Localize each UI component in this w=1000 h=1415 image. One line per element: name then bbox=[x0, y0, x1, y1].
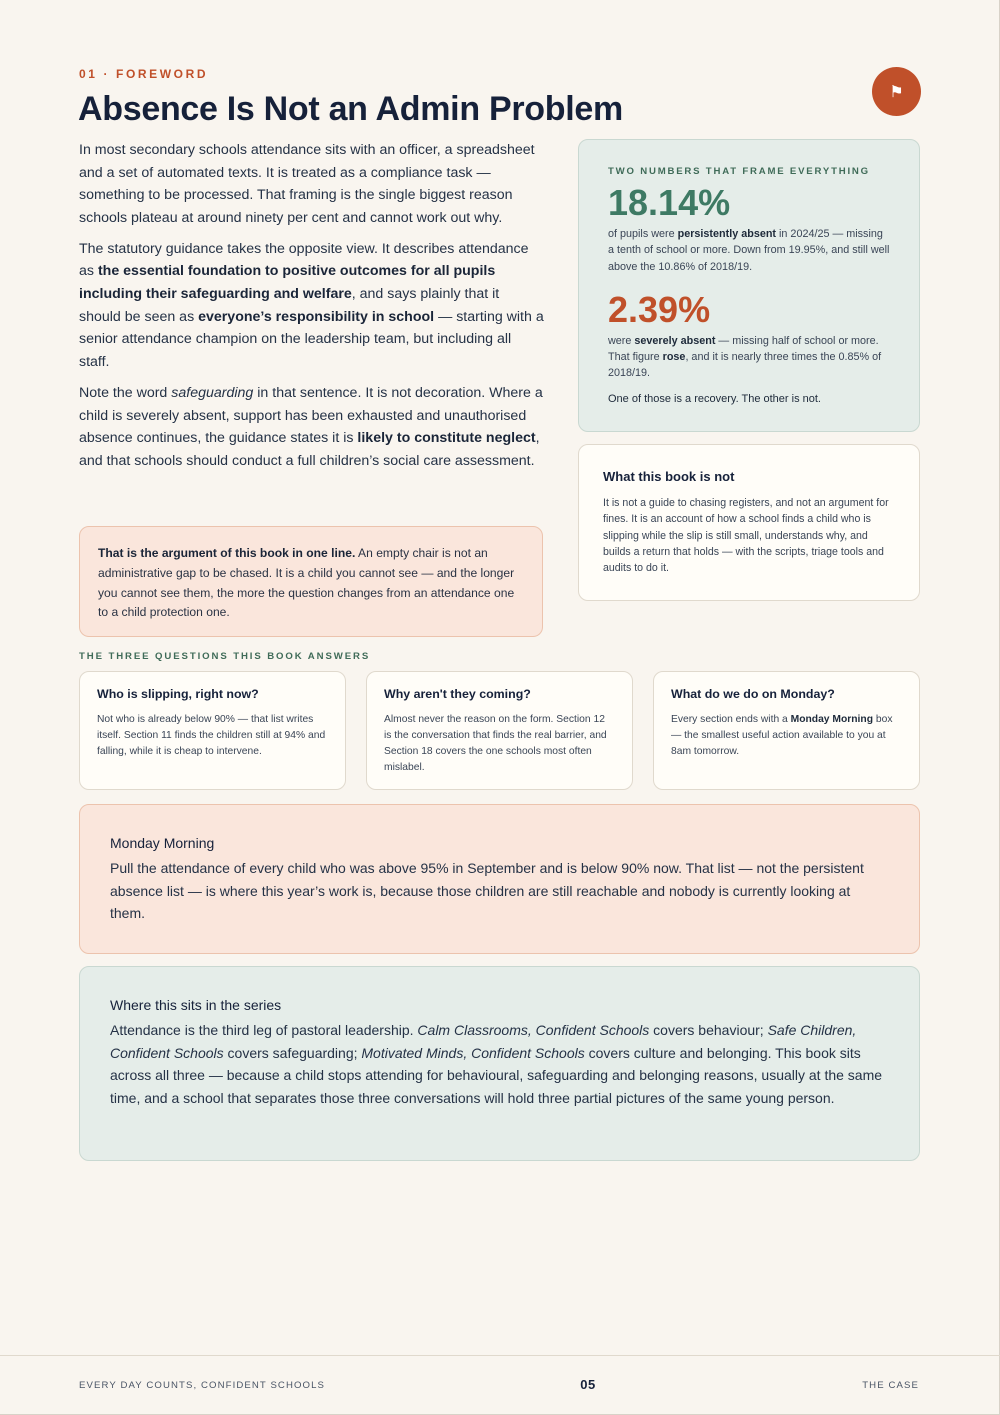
monday-heading: Monday Morning bbox=[110, 835, 215, 851]
text-run: — missing half of school or more. That figure bbox=[608, 334, 879, 364]
text-run: covers safeguarding; bbox=[223, 1044, 362, 1061]
emphasis: severely absent bbox=[634, 334, 716, 347]
stats-closing: One of those is a recovery. The other is not. bbox=[608, 392, 821, 405]
argument-text: An empty chair is not an administrative gap to be chased. It is a child you cannot see — and the longer you cannot see them, the more the question changes from an attendance one to a child protection one. bbox=[98, 546, 515, 620]
not-card bbox=[578, 444, 920, 601]
text-run: — starting with a senior attendance champion on the leadership team, but including all staff. bbox=[79, 308, 544, 370]
emphasis: rose bbox=[662, 351, 686, 364]
body-text bbox=[79, 139, 544, 481]
emphasis: persistently absent bbox=[677, 228, 777, 240]
text-run: Note the word bbox=[79, 384, 172, 401]
book-title: Safe Children, Confident Schools bbox=[110, 1022, 857, 1061]
paragraph-1: In most secondary schools attendance sits with an officer, a spreadsheet and a set of automated texts. It is treated as a compliance task — something to be processed. That framing is the single biggest reason schools plateau at around ninety per cent and cannot work out why. bbox=[79, 142, 535, 226]
emphasis: everyone’s responsibility in school bbox=[198, 308, 435, 325]
text-run: covers culture and belonging. This book sits across all three — because a child stops attending for behavioural, safeguarding and belonging reasons, usually at the same time, and a school that separates those three conversations will hold three partial pictures of the same young person. bbox=[110, 1044, 883, 1106]
question-card-1 bbox=[79, 671, 346, 790]
stats-card bbox=[578, 139, 920, 432]
persistent-absence-stat: 18.14% bbox=[608, 182, 731, 223]
monday-text: Pull the attendance of every child who was above 95% in September and is below 90% now. That list — not the persistent absence list — is where this year’s work is, because those children are still reachable and nobody is currently looking at them. bbox=[110, 860, 864, 922]
question-heading: Why aren't they coming? bbox=[384, 687, 531, 701]
text-run: , and says plainly that it should be seen as bbox=[79, 286, 500, 325]
question-text: Not who is already below 90% — that list writes itself. Section 11 finds the children still at 94% and falling, while it is cheap to intervene. bbox=[97, 714, 326, 757]
argument-lead: That is the argument of this book in one line. bbox=[98, 546, 356, 560]
series-heading: Where this sits in the series bbox=[110, 997, 282, 1013]
footer-book-title: EVERY DAY COUNTS, CONFIDENT SCHOOLS bbox=[79, 1380, 326, 1391]
book-title: Motivated Minds, Confident Schools bbox=[361, 1044, 585, 1061]
italic-term: safeguarding bbox=[171, 384, 254, 401]
footer-section: THE CASE bbox=[862, 1380, 919, 1391]
paragraph-3 bbox=[79, 382, 544, 472]
emphasis: the essential foundation to positive outcomes for all pupils including their safeguarding and welfare bbox=[79, 263, 496, 303]
text-run: Every section ends with a bbox=[671, 714, 791, 725]
book-title: Calm Classrooms, Confident Schools bbox=[417, 1022, 650, 1038]
severe-absence-text bbox=[608, 333, 890, 382]
argument-callout bbox=[79, 526, 543, 637]
question-text: Almost never the reason on the form. Section 12 is the conversation that finds the real barrier, and Section 18 covers the one schools most often mislabel. bbox=[384, 714, 607, 773]
section-eyebrow: 01 · FOREWORD bbox=[79, 67, 209, 81]
text-run: box — the smallest useful action available to you at 8am tomorrow. bbox=[671, 714, 893, 757]
text-run: covers behaviour; bbox=[649, 1022, 768, 1038]
emphasis: Monday Morning bbox=[790, 714, 873, 725]
text-run: , and it is nearly three times the 0.85% of 2018/19. bbox=[608, 351, 882, 380]
series-text bbox=[110, 1019, 889, 1109]
question-card-2 bbox=[366, 671, 633, 790]
text-run: of pupils were bbox=[608, 228, 678, 240]
text-run: were bbox=[608, 334, 635, 347]
persistent-absence-text bbox=[608, 226, 890, 275]
text-run: in 2024/25 — missing a tenth of school or more. Down from 19.95%, and still well above the 10.86% of 2018/19. bbox=[608, 228, 890, 273]
not-card-text: It is not a guide to chasing registers, and not an argument for fines. It is an account of how a school finds a child who is slipping while the slip is still small, understands why, and builds a return that holds — with the scripts, triage tools and audits to do it. bbox=[603, 497, 889, 575]
severe-absence-stat: 2.39% bbox=[608, 288, 711, 330]
not-card-heading: What this book is not bbox=[603, 469, 735, 484]
question-heading: What do we do on Monday? bbox=[671, 687, 835, 701]
question-text bbox=[671, 712, 902, 760]
stats-label: TWO NUMBERS THAT FRAME EVERYTHING bbox=[608, 166, 870, 177]
text-run: , and that schools should conduct a full children’s social care assessment. bbox=[79, 430, 540, 469]
monday-morning-box bbox=[79, 804, 920, 954]
question-card-3 bbox=[653, 671, 920, 790]
series-box bbox=[79, 966, 920, 1161]
questions-label: THE THREE QUESTIONS THIS BOOK ANSWERS bbox=[79, 651, 371, 662]
flag-icon: ⚑ bbox=[872, 67, 921, 116]
text-run: Attendance is the third leg of pastoral leadership. bbox=[110, 1022, 418, 1038]
text-run: The statutory guidance takes the opposite view. It describes attendance as bbox=[79, 240, 529, 280]
emphasis: likely to constitute neglect bbox=[357, 430, 536, 447]
paragraph-2 bbox=[79, 238, 544, 374]
footer-divider bbox=[0, 1355, 1000, 1356]
page-number: 05 bbox=[580, 1377, 596, 1392]
text-run: in that sentence. It is not decoration. Where a child is severely absent, support has been exhausted and unauthorised absence continues, the guidance states it is bbox=[79, 384, 543, 447]
question-heading: Who is slipping, right now? bbox=[97, 687, 259, 701]
page-title: Absence Is Not an Admin Problem bbox=[78, 90, 623, 128]
